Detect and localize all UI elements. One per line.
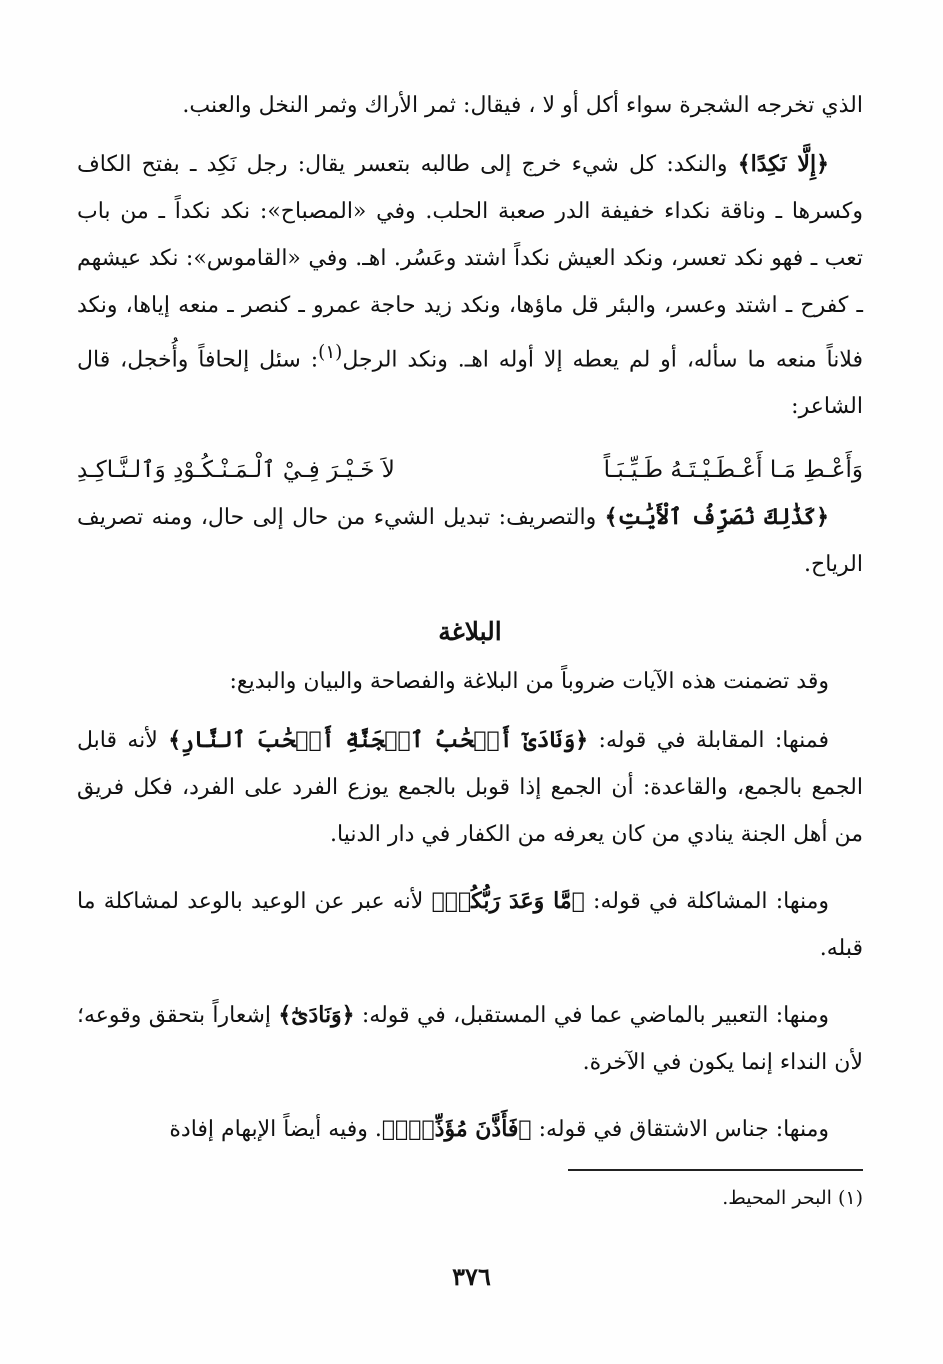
balagha-item-tabir bbox=[77, 992, 863, 1086]
paragraph-text: ومنها: جناس الاشتقاق في قوله: bbox=[538, 1117, 829, 1143]
paragraph-text: ومنها: التعبير بالماضي عما في المستقبل، في قوله: bbox=[361, 1003, 829, 1029]
paragraph-text: لأنه عبر عن الوعيد بالوعد لمشاكلة ما قبله. bbox=[77, 889, 863, 962]
page-number: ٣٧٦ bbox=[452, 1262, 491, 1291]
footnote: (١) البحر المحيط. bbox=[722, 1187, 863, 1209]
balagha-item-muqabala bbox=[77, 717, 863, 858]
footnote-reference: (١) bbox=[318, 342, 343, 363]
paragraph-text: والنكد: كل شيء خرج إلى طالبه بتعسر يقال: رجل نَكِد ـ بفتح الكاف وكسرها ـ وناقة نكداء خفيفة الدر صعبة الحلب. وفي «المصباح»: نكد نكداً ـ من باب تعب ـ فهو نكد تعسر، ونكد العيش نكداً اشتد وعَسُر. اهـ. وفي «القاموس»: نكد عيشهم ـ كفرح ـ اشتد وعسر، والبئر قل ماؤها، ونكد زيد حاجة عمرو ـ كنصر ـ منعه إياها، ونكد فلاناً منعه ما سأله، أو لم يعطه إلا أوله اهـ. ونكد الرجل bbox=[77, 152, 864, 373]
paragraph-text: إشعاراً بتحقق وقوعه؛ لأن النداء إنما يكون في الآخرة. bbox=[77, 1003, 863, 1076]
section-heading: البلاغة bbox=[438, 617, 502, 647]
verse-first-hemistich: وَأَعْـطِ مَـا أَعْـطَـيْـتَـهُ طَـيِّـبَـاً bbox=[603, 457, 863, 484]
paragraph-text: والتصريف: تبديل الشيء من حال إلى حال، ومنه تصريف الرياح. bbox=[77, 505, 863, 578]
paragraph-text-end: : سئل إلحافاً وأُخجل، قال الشاعر: bbox=[77, 347, 863, 420]
paragraph-tasrif bbox=[77, 494, 863, 588]
paragraph-text: . وفيه أيضاً الإبهام إفادة bbox=[169, 1117, 382, 1143]
quran-quote: ﴿مَّا وَعَدَ رَبُّكُمۡ﴾ bbox=[431, 888, 585, 915]
main-text bbox=[77, 82, 863, 1153]
quran-quote: ﴿وَنَادَىٰٓ أَصۡحَٰبُ ٱلۡجَنَّةِ أَصۡحَٰبَ ٱلنَّارِ﴾ bbox=[168, 727, 589, 754]
quran-quote: ﴿إِلَّا نَكِدًا﴾ bbox=[737, 151, 829, 177]
quran-quote: ﴿فَأَذَّنَ مُؤَذِّنٌۢ﴾ bbox=[381, 1116, 532, 1143]
footnote-divider bbox=[568, 1169, 863, 1171]
paragraph-text: وقد تضمنت هذه الآيات ضروباً من البلاغة والفصاحة والبيان والبديع: bbox=[229, 669, 829, 695]
poetry-verse bbox=[77, 446, 863, 494]
paragraph-text: فمنها: المقابلة في قوله: bbox=[598, 728, 830, 754]
paragraph-text: لأنه قابل الجمع بالجمع، والقاعدة: أن الجمع إذا قوبل بالجمع يوزع الفرد على الفرد، فكل فريق من أهل الجنة ينادي من كان يعرفه من الكفار في دار الدنيا. bbox=[77, 728, 863, 848]
paragraph-continuation bbox=[77, 82, 863, 129]
balagha-item-mushakala bbox=[77, 878, 863, 972]
quran-quote: ﴿كَذَٰلِكَ نُصَرِّفُ ٱلْأَيَٰتِ﴾ bbox=[604, 504, 830, 531]
verse-second-hemistich: لاَ خَـيْـرَ فِـيْ ٱلْـمَـنْـكُـوْدِ وَٱلـنَّـاكِـدِ bbox=[77, 457, 395, 484]
balagha-intro bbox=[77, 658, 863, 705]
quran-quote: ﴿وَنَادَىٰٓ﴾ bbox=[278, 1002, 355, 1029]
balagha-item-jinas bbox=[77, 1106, 863, 1153]
paragraph-text: الذي تخرجه الشجرة سواء أكل أو لا ، فيقال: ثمر الأراك وثمر النخل والعنب. bbox=[182, 93, 863, 118]
paragraph-text: ومنها: المشاكلة في قوله: bbox=[593, 889, 830, 915]
paragraph-nakid bbox=[77, 141, 863, 430]
